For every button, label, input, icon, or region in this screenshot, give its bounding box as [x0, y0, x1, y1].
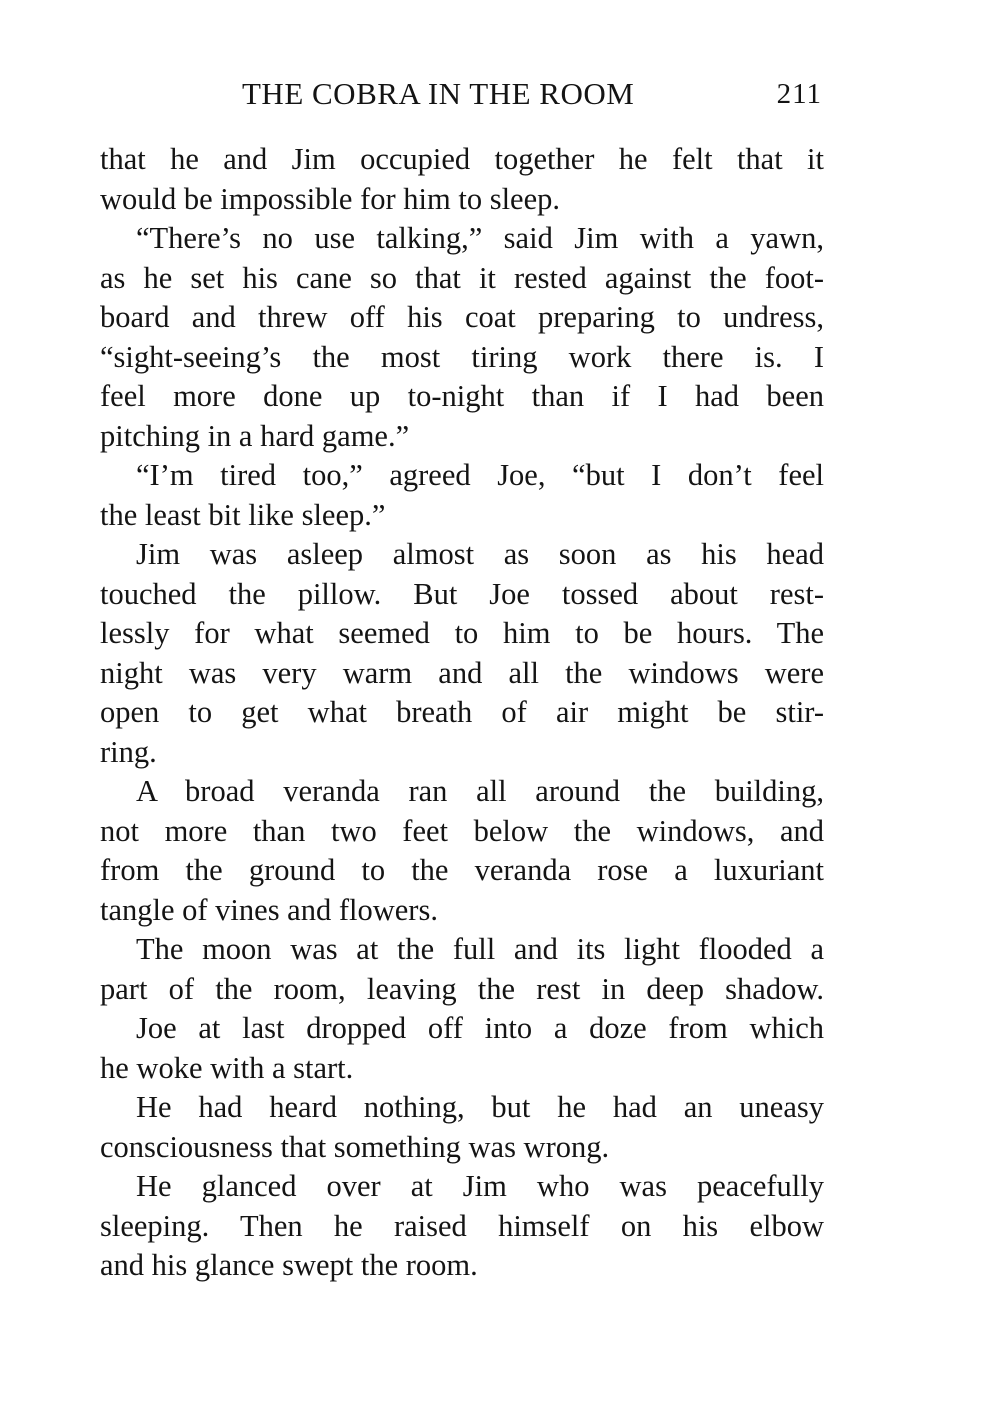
text-line: ring. — [100, 734, 157, 769]
text-line: the least bit like sleep.” — [100, 497, 386, 532]
text-line: feel more done up to-night than if I had been — [100, 379, 824, 413]
text-line: as he set his cane so that it rested against the foot- — [100, 260, 824, 295]
text-line: would be impossible for him to sleep. — [100, 181, 560, 216]
page-number: 211 — [776, 78, 822, 110]
text-line: not more than two feet below the windows, and — [100, 813, 824, 848]
text-line: “sight-seeing’s the most tiring work there is. I — [100, 339, 824, 374]
text-line: board and threw off his coat preparing to undress, — [100, 300, 824, 334]
running-head — [100, 72, 824, 116]
text-line: and his glance swept the room. — [100, 1248, 478, 1282]
text-line: touched the pillow. But Joe tossed about rest- — [100, 576, 824, 611]
text-line: tangle of vines and flowers. — [100, 892, 438, 927]
running-title: THE COBRA IN THE ROOM — [242, 76, 635, 111]
text-line: night was very warm and all the windows were — [100, 655, 824, 690]
text-line: he woke with a start. — [100, 1050, 354, 1085]
text-line: Jim was asleep almost as soon as his head — [136, 537, 824, 571]
text-line: Joe at last dropped off into a doze from which — [136, 1011, 824, 1045]
text-line: consciousness that something was wrong. — [100, 1129, 610, 1164]
text-line: “I’m tired too,” agreed Joe, “but I don’t feel — [136, 458, 824, 492]
text-line: lessly for what seemed to him to be hours. The — [100, 616, 824, 650]
text-line: He had heard nothing, but he had an uneasy — [136, 1090, 824, 1124]
text-line: The moon was at the full and its light flooded a — [136, 932, 824, 966]
body-text — [100, 140, 824, 1286]
text-line: from the ground to the veranda rose a luxuriant — [100, 853, 824, 887]
text-line: A broad veranda ran all around the building, — [136, 774, 824, 808]
text-line: “There’s no use talking,” said Jim with a yawn, — [136, 221, 824, 255]
text-line: part of the room, leaving the rest in deep shadow. — [100, 971, 824, 1006]
text-line: He glanced over at Jim who was peacefully — [136, 1169, 824, 1203]
text-line: pitching in a hard game.” — [100, 418, 410, 453]
text-line: sleeping. Then he raised himself on his elbow — [100, 1208, 824, 1243]
text-line: that he and Jim occupied together he felt that it — [100, 142, 824, 176]
text-line: open to get what breath of air might be stir- — [100, 695, 824, 729]
